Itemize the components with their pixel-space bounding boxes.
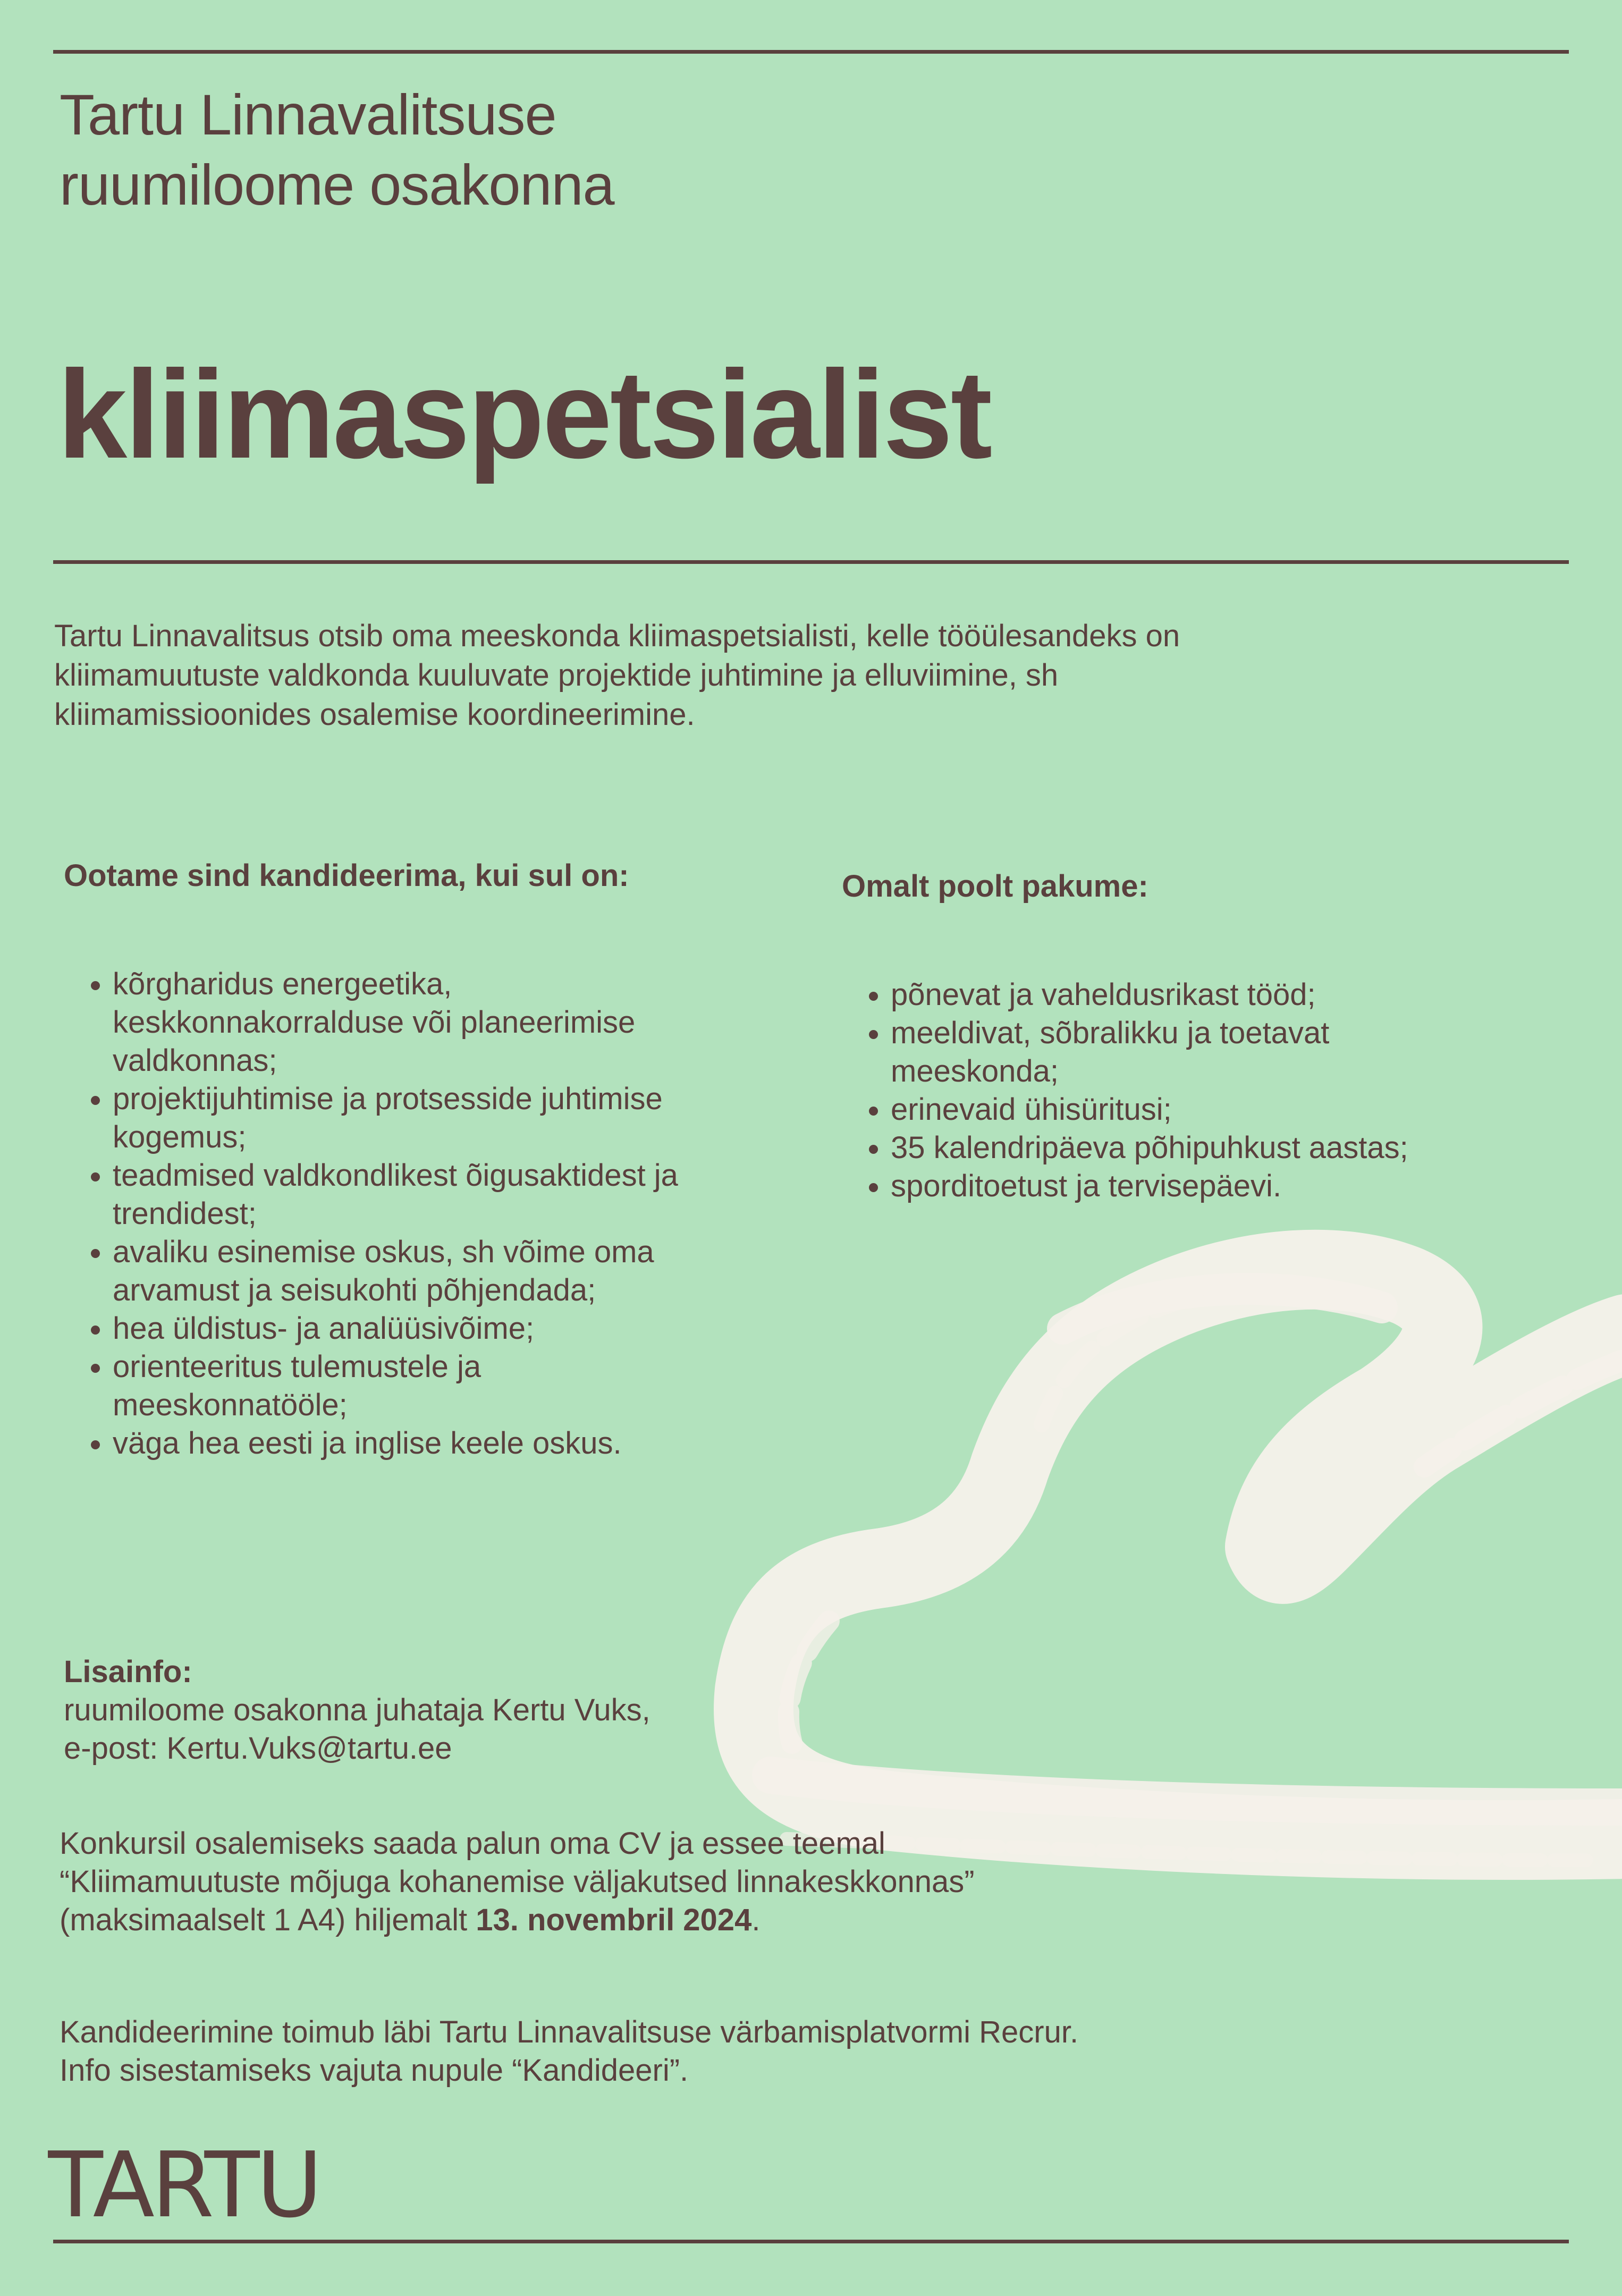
list-item [891, 1167, 1586, 1205]
list-item-line: meeskonda; [891, 1054, 1059, 1088]
intro-line: kliimamuutuste valdkonda kuuluvate projektide juhtimine ja elluviimine, sh [54, 658, 1059, 693]
list-item-line: • väga hea eesti ja inglise keele oskus. [113, 1426, 622, 1461]
list-item-line: trendidest; [113, 1196, 257, 1231]
list-item [113, 1424, 808, 1463]
list-item-line: • erinevaid ühisüritusi; [891, 1092, 1172, 1127]
list-item-line: • kõrgharidus energeetika, [113, 967, 452, 1001]
list-item-line: • teadmised valdkondlikest õigusaktidest ja [113, 1158, 678, 1193]
intro-line: Tartu Linnavalitsus otsib oma meeskonda kliimaspetsialisti, kelle tööülesandeks on [54, 619, 1180, 653]
list-item [113, 1080, 808, 1157]
list-item-line: kogemus; [113, 1120, 247, 1154]
list-item [113, 1233, 808, 1310]
list-item-line: • meeldivat, sõbralikku ja toetavat [891, 1016, 1330, 1050]
offer-list [842, 976, 1586, 1205]
application-line: Konkursil osalemiseks saada palun oma CV ja essee teemal [60, 1826, 885, 1861]
contact-email[interactable]: e-post: Kertu.Vuks@tartu.ee [64, 1731, 452, 1766]
title-divider [53, 560, 1569, 564]
list-item [891, 1014, 1586, 1091]
bottom-divider [53, 2240, 1569, 2243]
intro-line: kliimamissioonides osalemise koordineerimine. [54, 697, 695, 732]
list-item-line: • sporditoetust ja tervisepäevi. [891, 1169, 1282, 1203]
requirements-section [64, 857, 808, 1463]
list-item-line: • avaliku esinemise oskus, sh võime oma [113, 1235, 654, 1269]
contact-info [64, 1653, 651, 1768]
list-item-line: • põnevat ja vaheldusrikast tööd; [891, 977, 1316, 1012]
requirements-list [64, 965, 808, 1463]
list-item-line: valdkonnas; [113, 1043, 277, 1078]
contact-label: Lisainfo: [64, 1655, 192, 1689]
list-item [113, 965, 808, 1080]
application-instructions [60, 1825, 975, 1939]
tartu-logo-text: TARTU [48, 2137, 319, 2232]
org-line-2: ruumiloome osakonna [60, 153, 614, 217]
deadline-prefix: (maksimaalselt 1 A4) hiljemalt [60, 1903, 476, 1937]
list-item [891, 1129, 1586, 1167]
list-item-line: keskkonnakorralduse või planeerimise [113, 1005, 636, 1040]
deadline-date: 13. novembril 2024 [476, 1903, 752, 1937]
list-item-line: • projektijuhtimise ja protsesside juhtimise [113, 1082, 663, 1116]
offer-heading: Omalt poolt pakume: [842, 869, 1148, 904]
deadline-suffix: . [751, 1903, 761, 1937]
requirements-heading: Ootame sind kandideerima, kui sul on: [64, 858, 629, 893]
contact-person: ruumiloome osakonna juhataja Kertu Vuks, [64, 1693, 651, 1727]
application-line: “Kliimamuutuste mõjuga kohanemise väljakutsed linnakeskkonnas” [60, 1864, 975, 1899]
list-item [113, 1157, 808, 1233]
list-item-line: • hea üldistus- ja analüüsivõime; [113, 1311, 535, 1346]
offer-section [842, 867, 1586, 1205]
list-item [113, 1348, 808, 1424]
tartu-logo [48, 2137, 377, 2232]
application-deadline-line [60, 1901, 975, 1939]
list-item-line: meeskonnatööle; [113, 1388, 348, 1422]
list-item-line: arvamust ja seisukohti põhjendada; [113, 1273, 596, 1307]
job-title: kliimaspetsialist [57, 344, 991, 485]
list-item-line: • orienteeritus tulemustele ja [113, 1349, 481, 1384]
list-item-line: • 35 kalendripäeva põhipuhkust aastas; [891, 1130, 1408, 1165]
department-heading [60, 80, 614, 220]
platform-line: Kandideerimine toimub läbi Tartu Linnavalitsuse värbamisplatvormi Recrur. [60, 2015, 1079, 2049]
top-divider [53, 50, 1569, 54]
intro-paragraph [54, 617, 1436, 735]
list-item [891, 976, 1586, 1014]
org-line-1: Tartu Linnavalitsuse [60, 82, 556, 147]
platform-line: Info sisestamiseks vajuta nupule “Kandideeri”. [60, 2053, 689, 2088]
list-item [113, 1310, 808, 1348]
list-item [891, 1091, 1586, 1129]
platform-info [60, 2013, 1078, 2090]
